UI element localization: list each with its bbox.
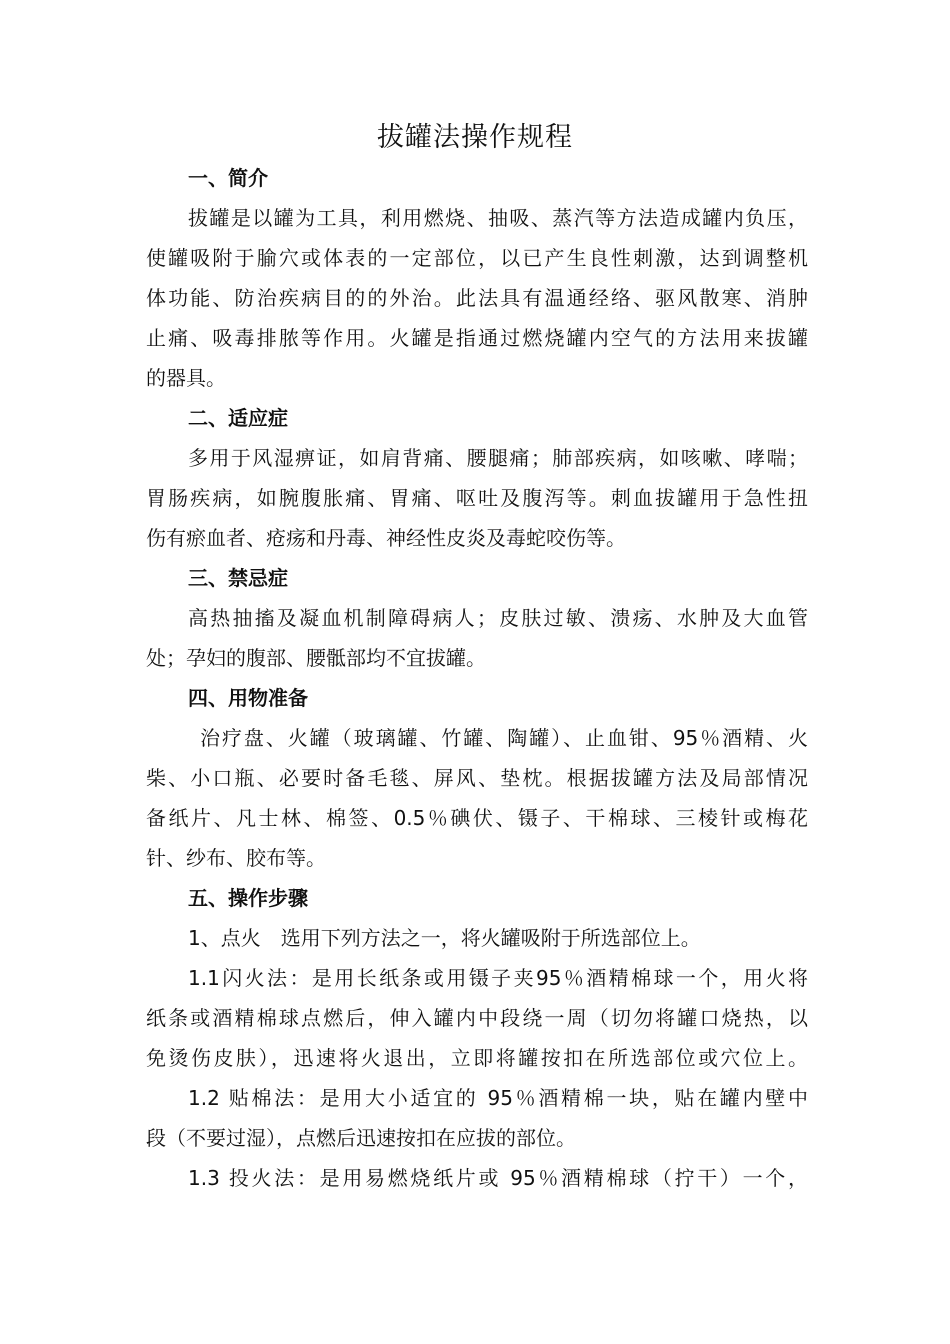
paragraph-line: 1.3 投火法：是用易燃烧纸片或 95％酒精棉球（拧干）一个， (188, 1166, 808, 1190)
paragraph-line: 高热抽搐及凝血机制障碍病人；皮肤过敏、溃疡、水肿及大血管 (188, 606, 808, 630)
paragraph-line: 伤有瘀血者、疮疡和丹毒、神经性皮炎及毒蛇咬伤等。 (146, 526, 626, 550)
section-heading-intro: 一、简介 (188, 166, 268, 190)
paragraph-line: 备纸片、凡士林、棉签、0.5％碘伏、镊子、干棉球、三棱针或梅花 (146, 806, 808, 830)
paragraph-line: 胃肠疾病，如腕腹胀痛、胃痛、呕吐及腹泻等。刺血拔罐用于急性扭 (146, 486, 808, 510)
paragraph-line: 段（不要过湿），点燃后迅速按扣在应拔的部位。 (146, 1126, 576, 1150)
section-heading-procedure: 五、操作步骤 (188, 886, 308, 910)
section-heading-indications: 二、适应症 (188, 406, 288, 430)
paragraph-line: 体功能、防治疾病目的的外治。此法具有温通经络、驱风散寒、消肿 (146, 286, 808, 310)
paragraph-line: 的器具。 (146, 366, 226, 390)
document-body (146, 158, 808, 1198)
paragraph-line: 拔罐是以罐为工具，利用燃烧、抽吸、蒸汽等方法造成罐内负压， (188, 206, 808, 230)
paragraph-line: 针、纱布、胶布等。 (146, 846, 326, 870)
paragraph-line: 纸条或酒精棉球点燃后，伸入罐内中段绕一周（切勿将罐口烧热，以 (146, 1006, 808, 1030)
paragraph-line: 止痛、吸毒排脓等作用。火罐是指通过燃烧罐内空气的方法用来拔罐 (146, 326, 808, 350)
paragraph-line: 免烫伤皮肤），迅速将火退出，立即将罐按扣在所选部位或穴位上。 (146, 1046, 808, 1070)
document-title: 拔罐法操作规程 (377, 122, 573, 153)
paragraph-line: 柴、小口瓶、必要时备毛毯、屏风、垫枕。根据拔罐方法及局部情况 (146, 766, 808, 790)
paragraph-line: 1.1闪火法：是用长纸条或用镊子夹95％酒精棉球一个，用火将 (188, 966, 808, 990)
section-heading-contraindications: 三、禁忌症 (188, 566, 288, 590)
paragraph-line: 治疗盘、火罐（玻璃罐、竹罐、陶罐）、止血钳、95％酒精、火 (200, 726, 808, 750)
paragraph-line: 1、点火 选用下列方法之一，将火罐吸附于所选部位上。 (188, 926, 701, 950)
section-heading-supplies: 四、用物准备 (188, 686, 308, 710)
paragraph-line: 使罐吸附于腧穴或体表的一定部位，以已产生良性刺激，达到调整机 (146, 246, 808, 270)
paragraph-line: 1.2 贴棉法：是用大小适宜的 95％酒精棉一块，贴在罐内壁中 (188, 1086, 808, 1110)
paragraph-line: 多用于风湿痹证，如肩背痛、腰腿痛；肺部疾病，如咳嗽、哮喘； (188, 446, 808, 470)
paragraph-line: 处；孕妇的腹部、腰骶部均不宜拔罐。 (146, 646, 486, 670)
